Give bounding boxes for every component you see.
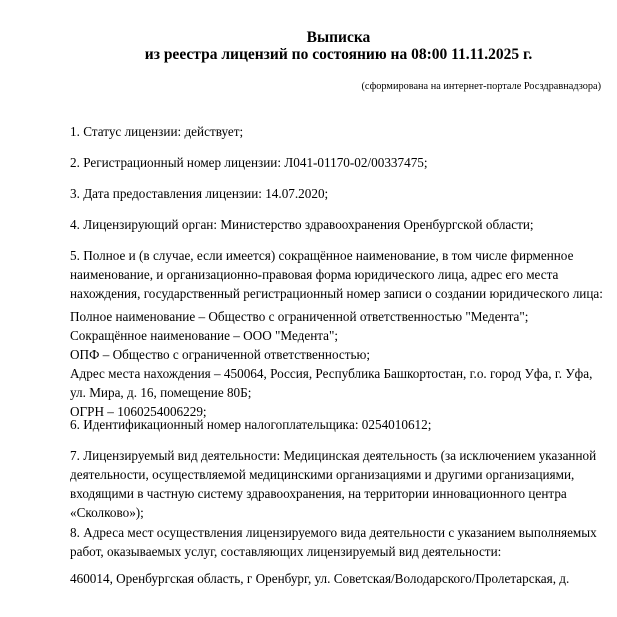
item7-line: «Сколково»); (70, 505, 144, 520)
document-subtitle: из реестра лицензий по состоянию на 08:00 11.11.2025 г. (144, 46, 533, 63)
entity-ogrn: ОГРН – 1060254006229; (70, 404, 207, 419)
item5-line: нахождения, государственный регистрационный номер записи о создании юридического лица: (70, 286, 603, 301)
item5-line: 5. Полное и (в случае, если имеется) сокращённое наименование, в том числе фирменное (70, 248, 574, 263)
entity-short-name: Сокращённое наименование – ООО "Медента"; (70, 328, 339, 343)
item-authority: 4. Лицензирующий орган: Министерство здравоохранения Оренбургской области; (70, 217, 534, 232)
item-reg-number: 2. Регистрационный номер лицензии: Л041-01170-02/00337475; (70, 155, 428, 170)
item7-line: деятельности, осуществляемой медицинскими организациями и другими организациями, (70, 467, 575, 482)
entity-address: Адрес места нахождения – 450064, Россия, Республика Башкортостан, г.о. город Уфа, г. Уфа, (70, 366, 593, 381)
source-note: (сформирована на интернет-портале Росздравнадзора) (361, 81, 601, 92)
item8-line: 8. Адреса мест осуществления лицензируемого вида деятельности с указанием выполняемых (70, 525, 597, 540)
entity-address-cont: ул. Мира, д. 16, помещение 80Б; (70, 385, 252, 400)
item8-line: работ, оказываемых услуг, составляющих лицензируемый вид деятельности: (70, 544, 502, 559)
document-title: Выписка (306, 29, 371, 46)
item-status: 1. Статус лицензии: действует; (70, 124, 244, 139)
entity-legal-form: ОПФ – Общество с ограниченной ответственностью; (70, 347, 371, 362)
item7-line: 7. Лицензируемый вид деятельности: Медицинская деятельность (за исключением указанной (70, 448, 597, 463)
item-inn: 6. Идентификационный номер налогоплательщика: 0254010612; (70, 417, 432, 432)
entity-full-name: Полное наименование – Общество с ограниченной ответственностью "Медента"; (70, 309, 529, 324)
item5-line: наименование, и организационно-правовая форма юридического лица, адрес его места (70, 267, 559, 282)
activity-address: 460014, Оренбургская область, г Оренбург, ул. Советская/Володарского/Пролетарская, д. (70, 571, 570, 586)
item7-line: входящими в частную систему здравоохранения, на территории инновационного центра (70, 486, 567, 501)
item-issue-date: 3. Дата предоставления лицензии: 14.07.2020; (70, 186, 329, 201)
